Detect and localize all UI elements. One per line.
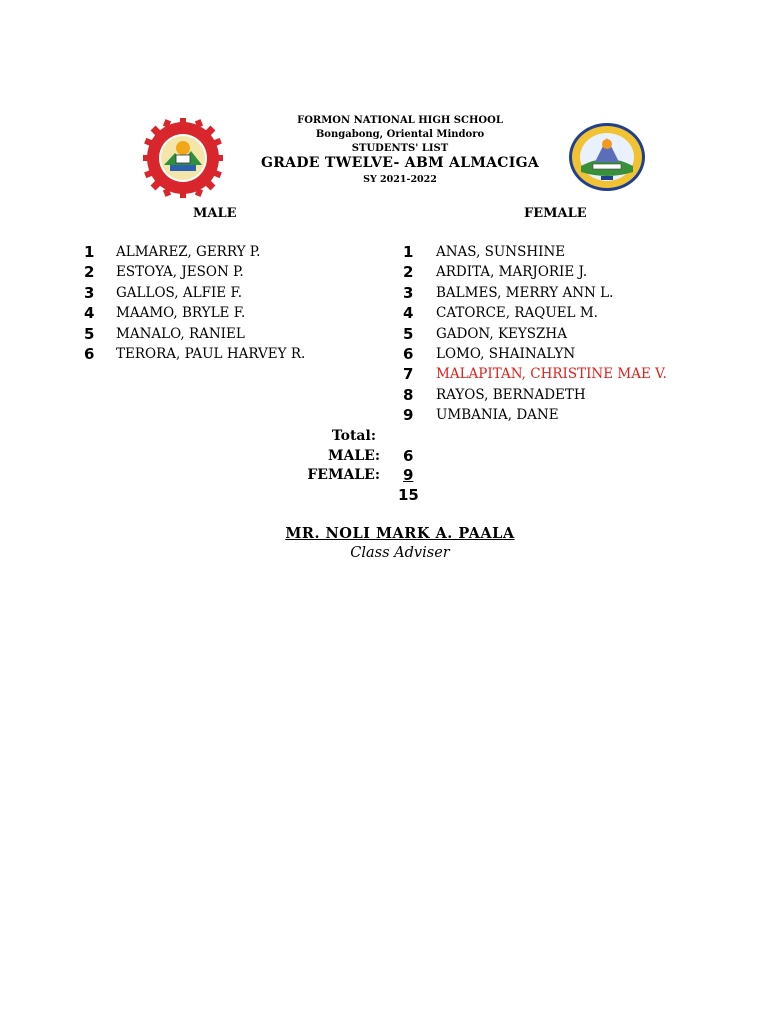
student-number: 4 [403, 304, 414, 322]
student-number: 5 [84, 325, 95, 343]
student-number: 1 [403, 243, 414, 261]
male-total-value: 6 [403, 447, 414, 465]
female-total-value: 9 [403, 466, 414, 484]
adviser-name [0, 525, 768, 542]
student-name: MANALO, RANIEL [116, 326, 245, 342]
student-number: 4 [84, 304, 95, 322]
school-address: Bongabong, Oriental Mindoro [315, 129, 485, 140]
male-total-label: MALE: [327, 448, 380, 464]
student-name: UMBANIA, DANE [436, 407, 559, 423]
student-name: LOMO, SHAINALYN [436, 346, 576, 362]
male-heading: MALE [193, 206, 237, 221]
adviser-role: Class Adviser [350, 545, 450, 561]
student-number: 3 [84, 284, 95, 302]
student-name: ALMAREZ, GERRY P. [116, 244, 261, 260]
student-number: 8 [403, 386, 414, 404]
student-name: TERORA, PAUL HARVEY R. [116, 346, 306, 362]
student-name: MALAPITAN, CHRISTINE MAE V. [436, 366, 667, 382]
student-number: 7 [403, 365, 414, 383]
student-number: 1 [84, 243, 95, 261]
student-number: 9 [403, 406, 414, 424]
student-number: 6 [403, 345, 414, 363]
list-title: STUDENTS' LIST [351, 143, 449, 154]
total-label: Total: [331, 428, 376, 444]
female-heading: FEMALE [524, 206, 587, 221]
student-name: RAYOS, BERNADETH [436, 387, 586, 403]
student-number: 3 [403, 284, 414, 302]
student-name: ESTOYA, JESON P. [116, 264, 244, 280]
student-number: 2 [403, 263, 414, 281]
school-name: FORMON NATIONAL HIGH SCHOOL [297, 115, 503, 126]
student-name: GALLOS, ALFIE F. [116, 285, 242, 301]
female-total-label: FEMALE: [307, 467, 380, 483]
school-year: SY 2021-2022 [363, 174, 437, 185]
student-number: 5 [403, 325, 414, 343]
grade-section-title: GRADE TWELVE- ABM ALMACIGA [260, 155, 540, 171]
grand-total-value: 15 [398, 486, 419, 504]
student-name: CATORCE, RAQUEL M. [436, 305, 598, 321]
adviser-name-text: MR. NOLI MARK A. PAALA [285, 525, 515, 542]
student-number: 2 [84, 263, 95, 281]
student-name: MAAMO, BRYLE F. [116, 305, 246, 321]
student-name: GADON, KEYSZHA [436, 326, 567, 342]
student-name: ARDITA, MARJORIE J. [436, 264, 588, 280]
student-number: 6 [84, 345, 95, 363]
student-name: ANAS, SUNSHINE [436, 244, 566, 260]
student-name: BALMES, MERRY ANN L. [436, 285, 614, 301]
